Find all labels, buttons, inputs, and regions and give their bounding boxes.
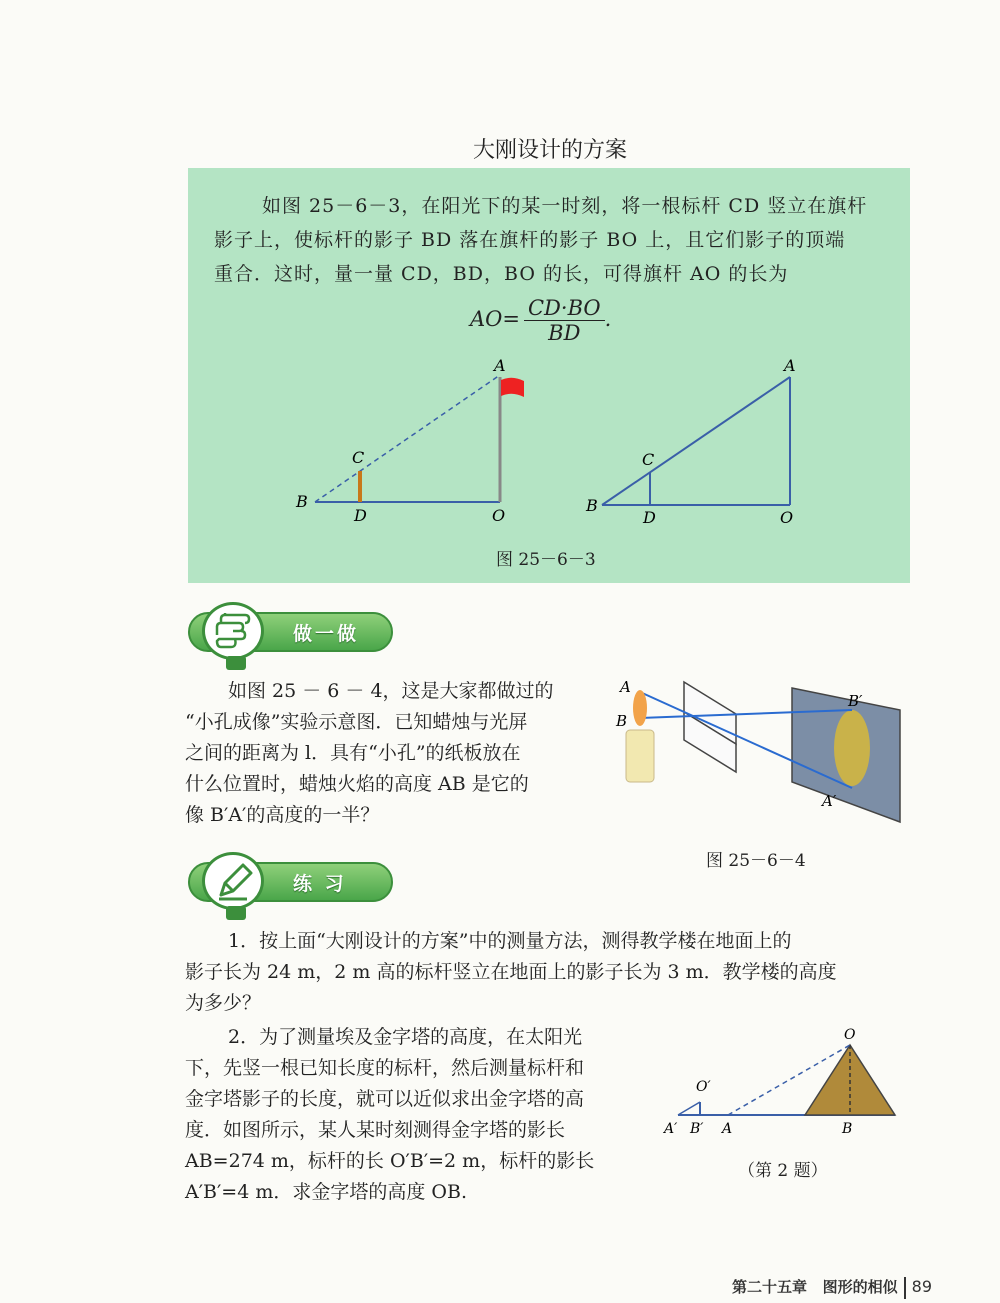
badge-tab <box>226 906 246 920</box>
label-o: O <box>780 508 794 525</box>
chapter-title: 图形的相似 <box>822 1278 898 1296</box>
candle <box>626 730 654 782</box>
triangle-figure <box>580 355 810 525</box>
q2-line-4: 度．如图所示，某人某时刻测得金字塔的影长 <box>185 1119 566 1141</box>
formula-denominator: BD <box>548 321 581 345</box>
label-o-prime: O′ <box>696 1079 711 1095</box>
label-b-prime: B′ <box>690 1121 704 1137</box>
label-o: O <box>492 506 506 525</box>
q1-line-2: 影子长为 24 m，2 m 高的标杆竖立在地面上的影子长为 3 m．教学楼的高度 <box>185 961 837 983</box>
formula-fraction <box>524 296 605 345</box>
badge-tab <box>226 656 246 670</box>
section-title: 大刚设计的方案 <box>472 138 627 163</box>
label-c: C <box>352 448 365 467</box>
pyramid-figure <box>660 1025 910 1145</box>
chapter-number: 第二十五章 <box>731 1278 807 1296</box>
plan-line-1: 如图 25－6－3，在阳光下的某一时刻，将一根标杆 CD 竖立在旗杆 <box>262 195 868 217</box>
activity-line-4: 什么位置时，蜡烛火焰的高度 AB 是它的 <box>185 773 529 795</box>
q2-line-5: AB=274 m，标杆的长 O′B′=2 m，标杆的影长 <box>185 1150 595 1172</box>
label-b: B <box>842 1121 853 1137</box>
q2-line-3: 金字塔影子的长度，就可以近似求出金字塔的高 <box>185 1088 585 1110</box>
label-c: C <box>642 450 655 469</box>
label-a: A <box>722 1121 733 1137</box>
image-flame <box>834 710 870 786</box>
label-d: D <box>354 506 367 525</box>
flag-icon <box>501 378 524 397</box>
figure-caption-2: 图 25－6－4 <box>706 851 806 871</box>
hand-icon <box>202 602 264 660</box>
plan-line-3: 重合．这时，量一量 CD，BD，BO 的长，可得旗杆 AO 的长为 <box>214 263 789 285</box>
label-b: B <box>586 496 598 515</box>
label-b: B <box>296 492 308 511</box>
q2-line-6: A′B′=4 m．求金字塔的高度 OB. <box>185 1181 467 1203</box>
activity-line-1: 如图 25 － 6 － 4，这是大家都做过的 <box>228 680 554 702</box>
label-b-prime: B′ <box>848 692 863 710</box>
page-footer <box>732 1276 932 1299</box>
formula-numerator: CD·BO <box>524 296 605 321</box>
label-a-prime: A′ <box>822 792 837 810</box>
label-a: A <box>784 356 796 375</box>
q2-line-1: 2．为了测量埃及金字塔的高度，在太阳光 <box>228 1026 583 1048</box>
figure-caption-1: 图 25－6－3 <box>496 550 596 570</box>
formula <box>470 296 611 345</box>
exercise-label: 练 习 <box>293 873 347 895</box>
label-b: B <box>616 712 628 730</box>
formula-lhs: AO= <box>470 307 520 331</box>
plan-line-2: 影子上，使标杆的影子 BD 落在旗杆的影子 BO 上，且它们影子的顶端 <box>214 229 846 251</box>
label-a: A <box>494 356 506 375</box>
label-o: O <box>844 1027 856 1043</box>
flagpole-figure <box>290 355 540 525</box>
footer-divider <box>904 1277 906 1299</box>
label-a-prime: A′ <box>664 1121 678 1137</box>
activity-line-3: 之间的距离为 l．具有“小孔”的纸板放在 <box>185 742 521 764</box>
activity-line-2: “小孔成像”实验示意图．已知蜡烛与光屏 <box>185 711 528 733</box>
q1-line-3: 为多少？ <box>185 992 262 1014</box>
q2-line-2: 下，先竖一根已知长度的标杆，然后测量标杆和 <box>185 1057 585 1079</box>
exercise-badge <box>188 862 398 902</box>
pencil-icon <box>202 852 264 910</box>
pinhole-figure <box>612 670 907 830</box>
label-d: D <box>643 508 656 525</box>
page-number: 89 <box>911 1277 932 1296</box>
formula-end: . <box>604 307 612 331</box>
activity-label: 做一做 <box>293 623 360 645</box>
q1-line-1: 1．按上面“大刚设计的方案”中的测量方法，测得教学楼在地面上的 <box>228 930 792 952</box>
candle-flame <box>633 690 647 726</box>
activity-badge <box>188 612 398 652</box>
figure-caption-3: （第 2 题） <box>738 1161 828 1181</box>
activity-line-5: 像 B′A′的高度的一半？ <box>185 804 380 826</box>
label-a: A <box>620 678 631 696</box>
